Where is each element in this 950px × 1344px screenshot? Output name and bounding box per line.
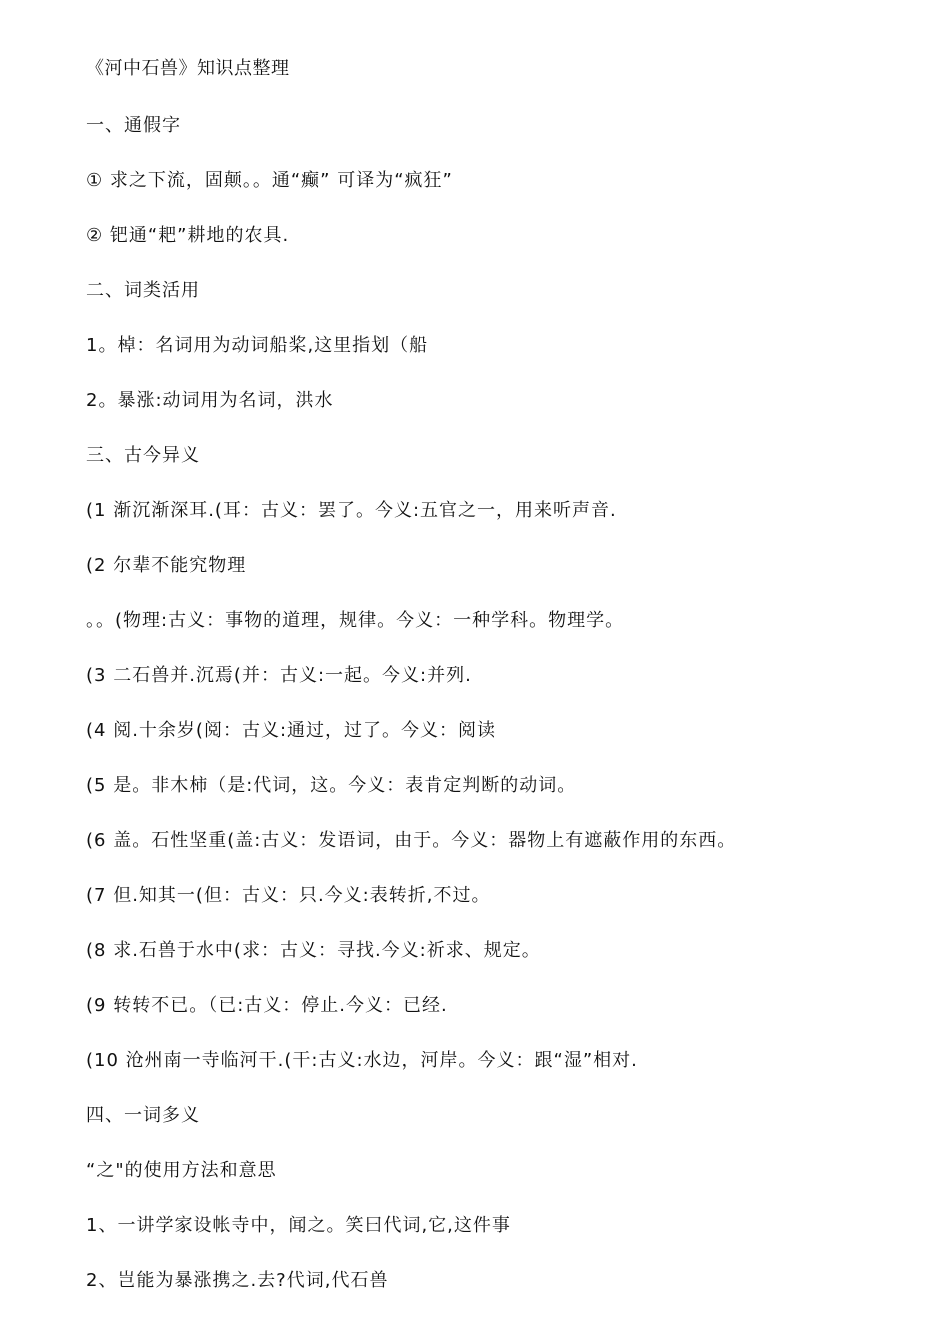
text-line: 1。棹：名词用为动词船桨,这里指划（船 xyxy=(86,335,429,356)
document-title: 《河中石兽》知识点整理 xyxy=(86,58,290,79)
text-line: 2、岂能为暴涨携之.去?代词,代石兽 xyxy=(86,1270,389,1291)
text-line: (3 二石兽并.沉焉(并：古义:一起。今义:并列. xyxy=(86,665,472,686)
text-line: (5 是。非木柿（是:代词，这。今义：表肯定判断的动词。 xyxy=(86,775,577,796)
section-heading-gujinyiyi: 三、古今异义 xyxy=(86,445,200,466)
text-line: (1 渐沉渐深耳.(耳：古义：罢了。今义:五官之一，用来听声音. xyxy=(86,500,617,521)
text-line: ① 求之下流，固颠。。通“癫” 可译为“疯狂” xyxy=(86,170,453,191)
text-line: (8 求.石兽于水中(求：古义：寻找.今义:祈求、规定。 xyxy=(86,940,541,961)
text-line: “之"的使用方法和意思 xyxy=(86,1160,277,1181)
text-line: (4 阅.十余岁(阅：古义:通过，过了。今义：阅读 xyxy=(86,720,497,741)
section-heading-yiciduoyi: 四、一词多义 xyxy=(86,1105,200,1126)
section-heading-tongjiazi: 一、通假字 xyxy=(86,115,181,136)
text-line: (10 沧州南一寺临河干.(干:古义:水边，河岸。今义：跟“湿”相对. xyxy=(86,1050,638,1071)
text-line: (9 转转不已。（已:古义：停止.今义：已经. xyxy=(86,995,448,1016)
text-line: 。。(物理:古义：事物的道理，规律。今义：一种学科。物理学。 xyxy=(86,610,625,631)
text-line: (2 尔辈不能究物理 xyxy=(86,555,247,576)
text-line: ② 钯通“耙”耕地的农具. xyxy=(86,225,290,246)
text-line: 2。暴涨:动词用为名词，洪水 xyxy=(86,390,334,411)
text-line: (7 但.知其一(但：古义：只.今义:表转折,不过。 xyxy=(86,885,491,906)
text-line: 1、一讲学家设帐寺中，闻之。笑曰代词,它,这件事 xyxy=(86,1215,511,1236)
text-line: (6 盖。石性坚重(盖:古义：发语词，由于。今义：器物上有遮蔽作用的东西。 xyxy=(86,830,737,851)
section-heading-cileihuoyong: 二、词类活用 xyxy=(86,280,200,301)
